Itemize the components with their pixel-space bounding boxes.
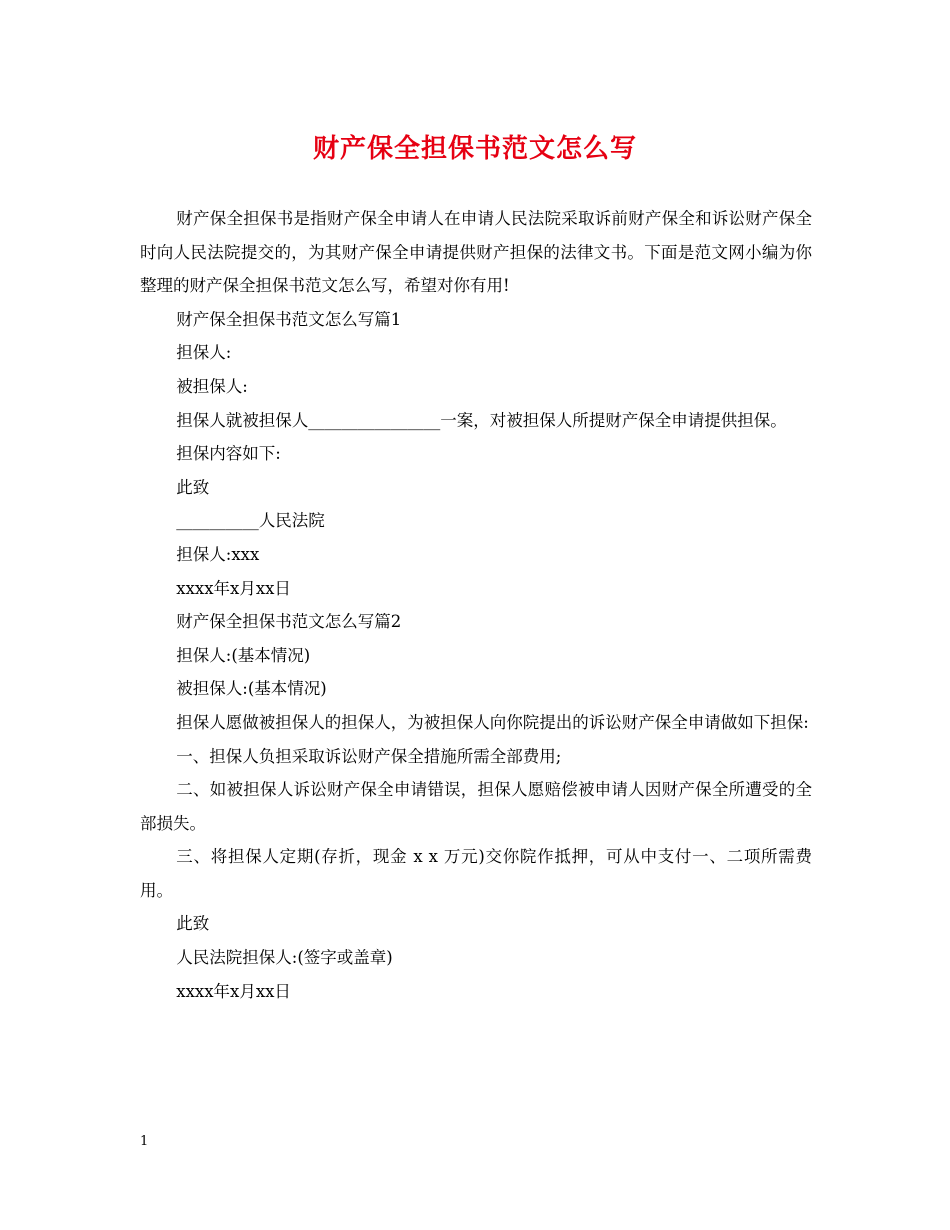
- salutation-line: 此致: [176, 477, 210, 497]
- salutation-line-2: 此致: [176, 914, 210, 934]
- guaranteed-party-line: 被担保人:: [176, 376, 248, 396]
- section-heading-2: 财产保全担保书范文怎么写篇2: [176, 612, 402, 632]
- guarantee-willingness-paragraph: 担保人愿做被担保人的担保人，为被担保人向你院提出的诉讼财产保全申请做如下担保:: [176, 712, 809, 732]
- clause-three: 三、将担保人定期(存折，现金 x x 万元)交你院作抵押，可从中支付一、二项所需费用。: [140, 847, 812, 900]
- guarantor-info-line: 担保人:(基本情况): [176, 645, 311, 665]
- guaranteed-party-info-line: 被担保人:(基本情况): [176, 679, 327, 699]
- date-line-2: xxxx年x月xx日: [176, 981, 291, 1001]
- intro-paragraph: 财产保全担保书是指财产保全申请人在申请人民法院采取诉前财产保全和诉讼财产保全时向人民法院提交的，为其财产保全申请提供财产担保的法律文书。下面是范文网小编为你整理的财产保全担保书范文怎么写，希望对你有用!: [140, 209, 812, 296]
- section-heading-1: 财产保全担保书范文怎么写篇1: [176, 309, 402, 329]
- guarantor-line: 担保人:: [176, 343, 232, 363]
- clause-two: 二、如被担保人诉讼财产保全申请错误，担保人愿赔偿被申请人因财产保全所遭受的全部损失。: [140, 780, 812, 833]
- guarantee-statement: 担保人就被担保人________________一案，对被担保人所提财产保全申请提供担保。: [176, 410, 787, 430]
- page-number: 1: [140, 1134, 149, 1149]
- clause-one: 一、担保人负担采取诉讼财产保全措施所需全部费用;: [176, 746, 562, 766]
- court-line: __________人民法院: [176, 511, 325, 531]
- date-line: xxxx年x月xx日: [176, 578, 291, 598]
- document-title: 财产保全担保书范文怎么写: [312, 134, 637, 164]
- signature-line: 担保人:xxx: [176, 544, 260, 564]
- court-signature-line: 人民法院担保人:(签字或盖章): [176, 948, 393, 968]
- document-body: [140, 202, 812, 1008]
- guarantee-content-line: 担保内容如下:: [176, 444, 281, 464]
